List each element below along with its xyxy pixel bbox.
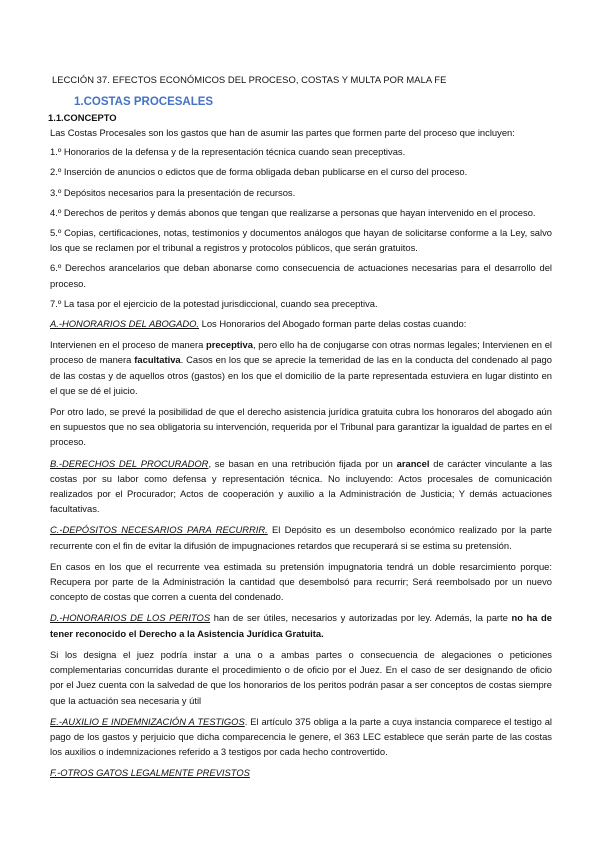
section-a-text-3: . Casos en los que se aprecie la temeridad de las en la conducta del condenado al pago de las costas y de aquellos otros (gastos) en los que el domicilio de la parte representada estuviera en lugar distinto en el que se dé el juicio. [50,354,552,396]
section-a-lead [50,316,552,331]
section-a-lead-text: Los Honorarios del Abogado forman parte delas costas cuando: [199,318,467,330]
section-c-text: El Depósito es un desembolso económico realizado por la parte recurrente con el fin de evitar la difusión de impugnaciones retardos que recuperará si se estima su pretensión. [50,524,552,551]
section-f-heading: F.-OTROS GATOS LEGALMENTE PREVISTOS [50,767,250,779]
section-b-text-2: de carácter vinculante a las costas por su labor como defensa y representación técnica. No incluyendo: Actos procesales de comunicación realizados por el Procurador; Actos de cooperación y auxilio a la Administración de Justicia; Y demás actuaciones facultativas. [50,457,553,515]
section-c-paragraph-2: En casos en los que el recurrente vea estimada su pretensión impugnatoria tendrá un doble resarcimiento porque: Recupera por parte de la Administración la cantidad que desembolsó para recurrir; Será reembolsado por un nuevo concepto de costas que corren a cuenta del condenado. [50,560,552,603]
intro-paragraph: Las Costas Procesales son los gastos que han de asumir las partes que formen parte del proceso que incluyen: [50,127,515,138]
section-d-paragraph-2: Si los designa el juez podría instar a una o a ambas partes o consecuencia de alegaciones o peticiones complementarias concurridas durante el procedimiento o de oficio por el Juez. En el caso de ser designando de oficio por el Juez cuenta con la salvedad de que los honorarios de los peritos podrán pasar a ser conceptos de costas siempre que la actuación sea necesaria y útil [50,648,552,706]
section-a-text-1: Intervienen en el proceso de manera [50,339,207,351]
list-item-2: 2.º Inserción de anuncios o edictos que de forma obligada deban publicarse en el curso del proceso. [50,166,468,178]
section-b-heading: B.-DERECHOS DEL PROCURADOR [50,457,209,469]
section-a-heading: A.-HONORARIOS DEL ABOGADO. [50,318,199,330]
list-item-7: 7.º La tasa por el ejercicio de la potestad jurisdiccional, cuando sea preceptiva. [50,297,378,309]
section-e-paragraph [50,714,552,760]
document-body [50,125,552,787]
section-d-heading: D.-HONORARIOS DE LOS PERITOS [50,612,211,624]
section-f-paragraph [50,765,552,780]
list-item-5: 5.º Copias, certificaciones, notas, testimonios y documentos análogos que hayan de solicitarse conforme a la Ley, salvo los que se reclamen por el tribunal a registros y protocolos públicos, que serán gratuitos. [50,227,552,254]
lesson-title: LECCIÓN 37. EFECTOS ECONÓMICOS DEL PROCESO, COSTAS Y MULTA POR MALA FE [52,74,447,85]
bold-asistencia-juridica: no ha de tener reconocido el Derecho a la Asistencia Jurídica Gratuita. [50,612,552,639]
subsection-title: 1.1.CONCEPTO [48,112,117,123]
bold-arancel: arancel [396,457,430,469]
section-d-text: han de ser útiles, necesarios y autorizadas por ley. Además, la parte [210,612,512,624]
section-d-paragraph-1 [50,610,552,640]
section-a-paragraph-2: Por otro lado, se prevé la posibilidad de que el derecho asistencia jurídica gratuita cubra los honoraros del abogado aún en supuestos que no sea obligatoria su intervención, requerida por el Tribunal para garantizar la igualdad de partes en el proceso. [50,406,552,448]
list-item-1: 1.º Honorarios de la defensa y de la representación técnica cuando sean preceptivas. [50,146,406,158]
bold-facultativa: facultativa [134,354,181,366]
section-c-heading: C.-DEPÓSITOS NECESARIOS PARA RECURRIR. [50,524,268,536]
section-a-text-2: , pero ello ha de conjugarse con otras normas legales; Intervienen en el proceso de manera [50,339,552,366]
section-e-heading: E.-AUXILIO E INDEMNIZACIÓN A TESTIGOS [50,715,245,727]
section-c-paragraph-1 [50,522,552,552]
section-b-text-1: , se basan en una retribución fijada por un [208,457,397,469]
list-item-6: 6.º Derechos arancelarios que deban abonarse como consecuencia de actuaciones necesarias para el desarrollo del proceso. [50,262,552,289]
section-title: 1.COSTAS PROCESALES [74,96,214,108]
bold-preceptiva: preceptiva [206,339,253,351]
section-e-text: . El artículo 375 obliga a la parte a cuya instancia comparece el testigo al pago de los gastos y perjuicio que dicha comparecencia le genere, el 363 LEC establece que serán parte de las costas los auxilios o indemnizaciones referido a 3 testigos por cada hecho controvertido. [50,715,552,758]
section-a-paragraph-1 [50,337,552,398]
section-b-paragraph [50,456,552,517]
list-item-4: 4.º Derechos de peritos y demás abonos que tengan que realizarse a personas que hayan intervenido en el proceso. [50,206,536,218]
list-item-3: 3.º Depósitos necesarios para la presentación de recursos. [50,186,296,198]
